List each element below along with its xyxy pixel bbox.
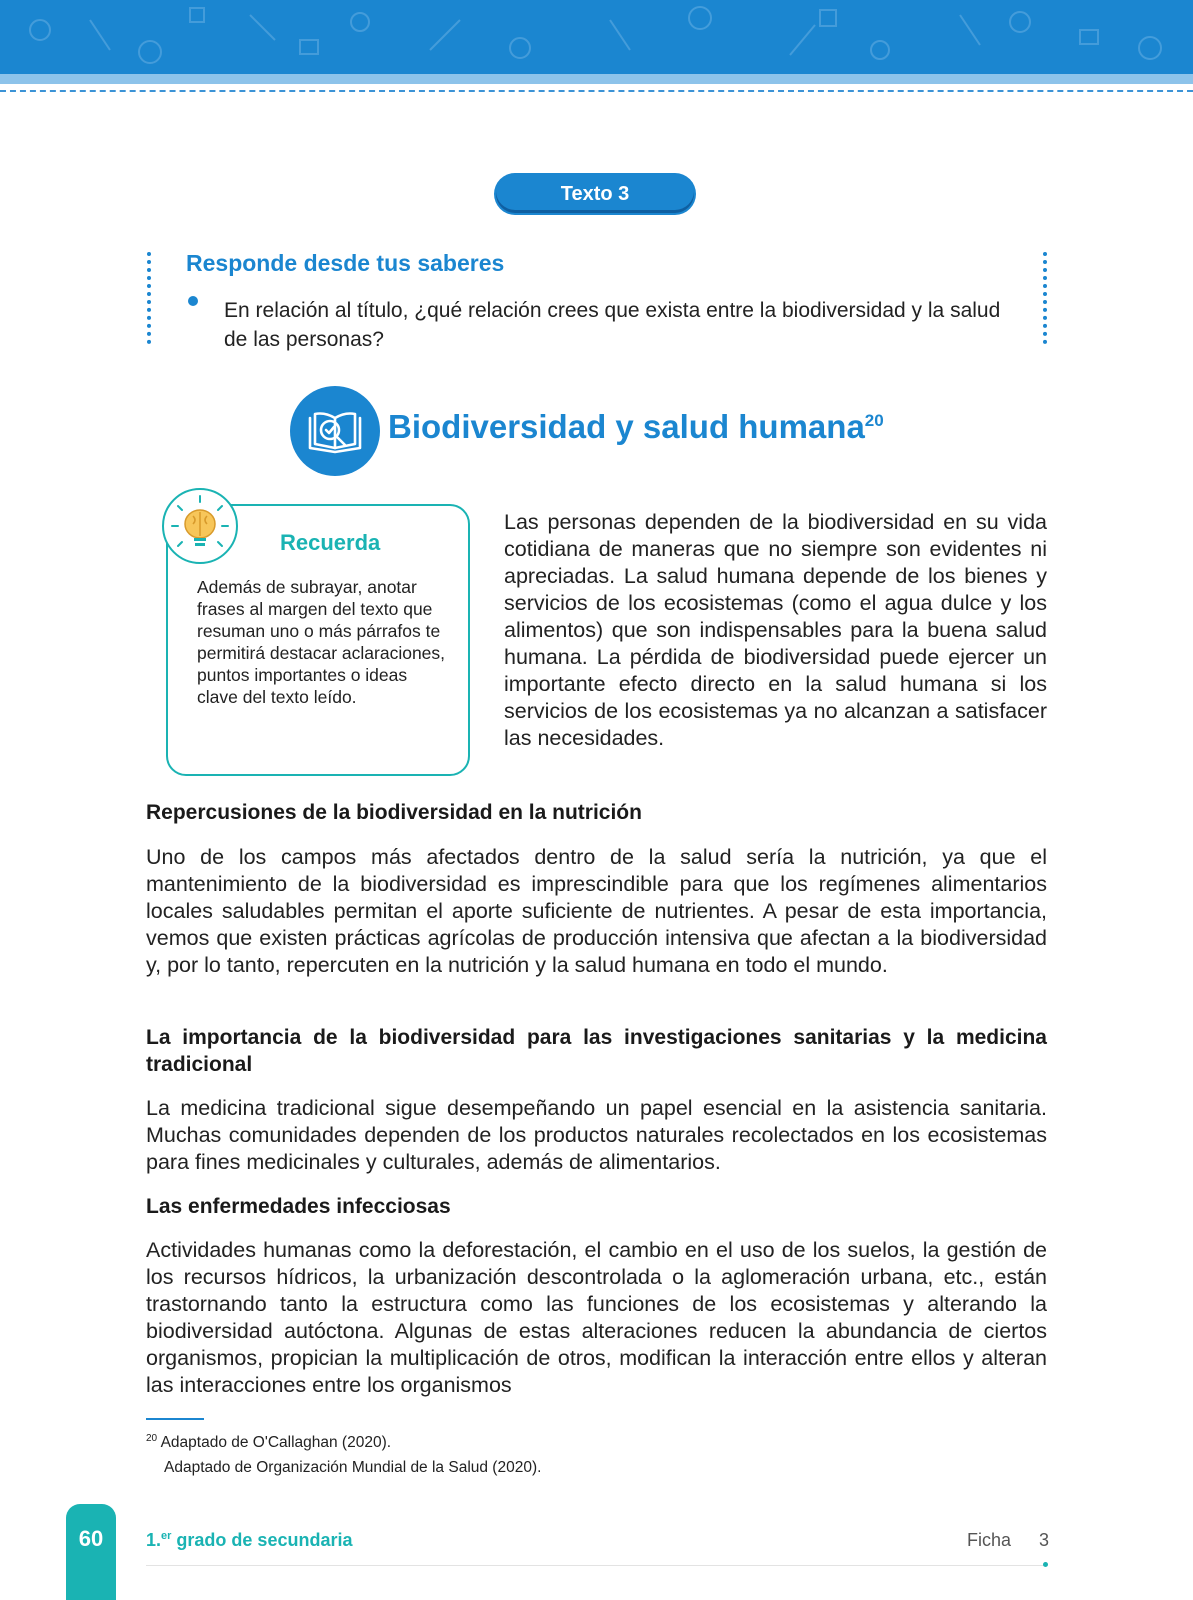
footnote-text-1: Adaptado de O'Callaghan (2020). xyxy=(160,1434,392,1452)
recuerda-title: Recuerda xyxy=(280,530,381,555)
grade-label xyxy=(146,1530,352,1551)
book-magnifier-icon xyxy=(290,386,380,476)
section-medicina xyxy=(146,1024,1047,1176)
brain-lightbulb-svg xyxy=(164,490,236,562)
grade-rest: grado de secundaria xyxy=(171,1530,353,1550)
brain-lightbulb-icon xyxy=(162,488,238,564)
page-number: 60 xyxy=(78,1526,104,1551)
dotted-border-left xyxy=(147,252,151,344)
header-dashed-line xyxy=(0,90,1193,92)
section-paragraph: Uno de los campos más afectados dentro de la salud sería la nutrición, ya que el mantenimiento de la biodiversidad es imprescindible para que los regímenes alimentarios locales saludables permitan el aporte suficiente de nutrientes. A pesar de esta importancia, vemos que existen prácticas agrícolas de producción intensiva que afectan a la biodiversidad y, por lo tanto, repercuten en la nutrición y la salud humana en todo el mundo. xyxy=(146,845,1047,977)
intro-paragraph: Las personas dependen de la biodiversidad en su vida cotidiana de maneras que no siempre son evidentes ni apreciadas. La salud humana depende de los bienes y servicios de los ecosistemas (como el agua dulce y los alimentos) que son indispensables para la buena salud humana. La pérdida de biodiversidad puede ejercer un importante efecto directo en la salud humana si los servicios de los ecosistemas ya no alcanzan a satisfacer las necesidades. xyxy=(504,510,1047,750)
header-band xyxy=(0,0,1193,74)
section-heading: La importancia de la biodiversidad para las investigaciones sanitarias y la medicina tradicional xyxy=(146,1026,1047,1076)
book-magnifier-svg xyxy=(290,386,380,476)
bullet-icon xyxy=(188,296,198,306)
section-heading: Las enfermedades infecciosas xyxy=(146,1195,451,1218)
article-title xyxy=(388,408,884,446)
ficha-label: Ficha xyxy=(967,1530,1012,1550)
title-footnote-ref: 20 xyxy=(864,411,884,430)
section-heading: Repercusiones de la biodiversidad en la nutrición xyxy=(146,801,642,824)
texto-badge: Texto 3 xyxy=(496,175,694,213)
section-enfermedades xyxy=(146,1193,1047,1399)
section-paragraph: La medicina tradicional sigue desempeñando un papel esencial en la asistencia sanitaria. Muchas comunidades dependen de los productos naturales recolectados en los ecosistemas para fines medicinales y culturales, además de alimentarios. xyxy=(146,1096,1047,1174)
responde-question: En relación al título, ¿qué relación crees que exista entre la biodiversidad y la salud de las personas? xyxy=(224,299,1001,351)
section-paragraph: Actividades humanas como la deforestación, el cambio en el uso de los suelos, la gestión de los recursos hídricos, la urbanización descontrolada o la aglomeración urbana, etc., están trastornando tanto la estructura como las funciones de los ecosistemas y alterando la biodiversidad autóctona. Algunas de estas alteraciones reducen la abundancia de ciertos organismos, propician la multiplicación de otros, modifican la interacción entre ellos y alteran las interacciones entre los organismos xyxy=(146,1238,1047,1397)
page-number-tab xyxy=(66,1504,116,1600)
dotted-border-right xyxy=(1043,252,1047,344)
footnote-ref: 20 xyxy=(146,1433,158,1444)
footnote-text-2: Adaptado de Organización Mundial de la Salud (2020). xyxy=(164,1459,542,1476)
header-doodles xyxy=(0,0,1193,74)
footnote-1 xyxy=(146,1433,391,1452)
recuerda-text: Además de subrayar, anotar frases al margen del texto que resuman uno o más párrafos te permitirá destacar aclaraciones, puntos importantes o ideas clave del texto leído. xyxy=(197,577,446,707)
grade-prefix: 1. xyxy=(146,1530,162,1550)
footnote-divider xyxy=(146,1418,204,1420)
footer-divider xyxy=(146,1565,1046,1566)
section-nutricion xyxy=(146,799,1047,979)
footer-dot xyxy=(1043,1562,1048,1567)
grade-sup: er xyxy=(161,1530,172,1542)
article-title-text: Biodiversidad y salud humana xyxy=(388,408,865,445)
responde-title: Responde desde tus saberes xyxy=(186,250,505,276)
ficha-number: 3 xyxy=(1039,1530,1050,1550)
header-band-light xyxy=(0,74,1193,84)
